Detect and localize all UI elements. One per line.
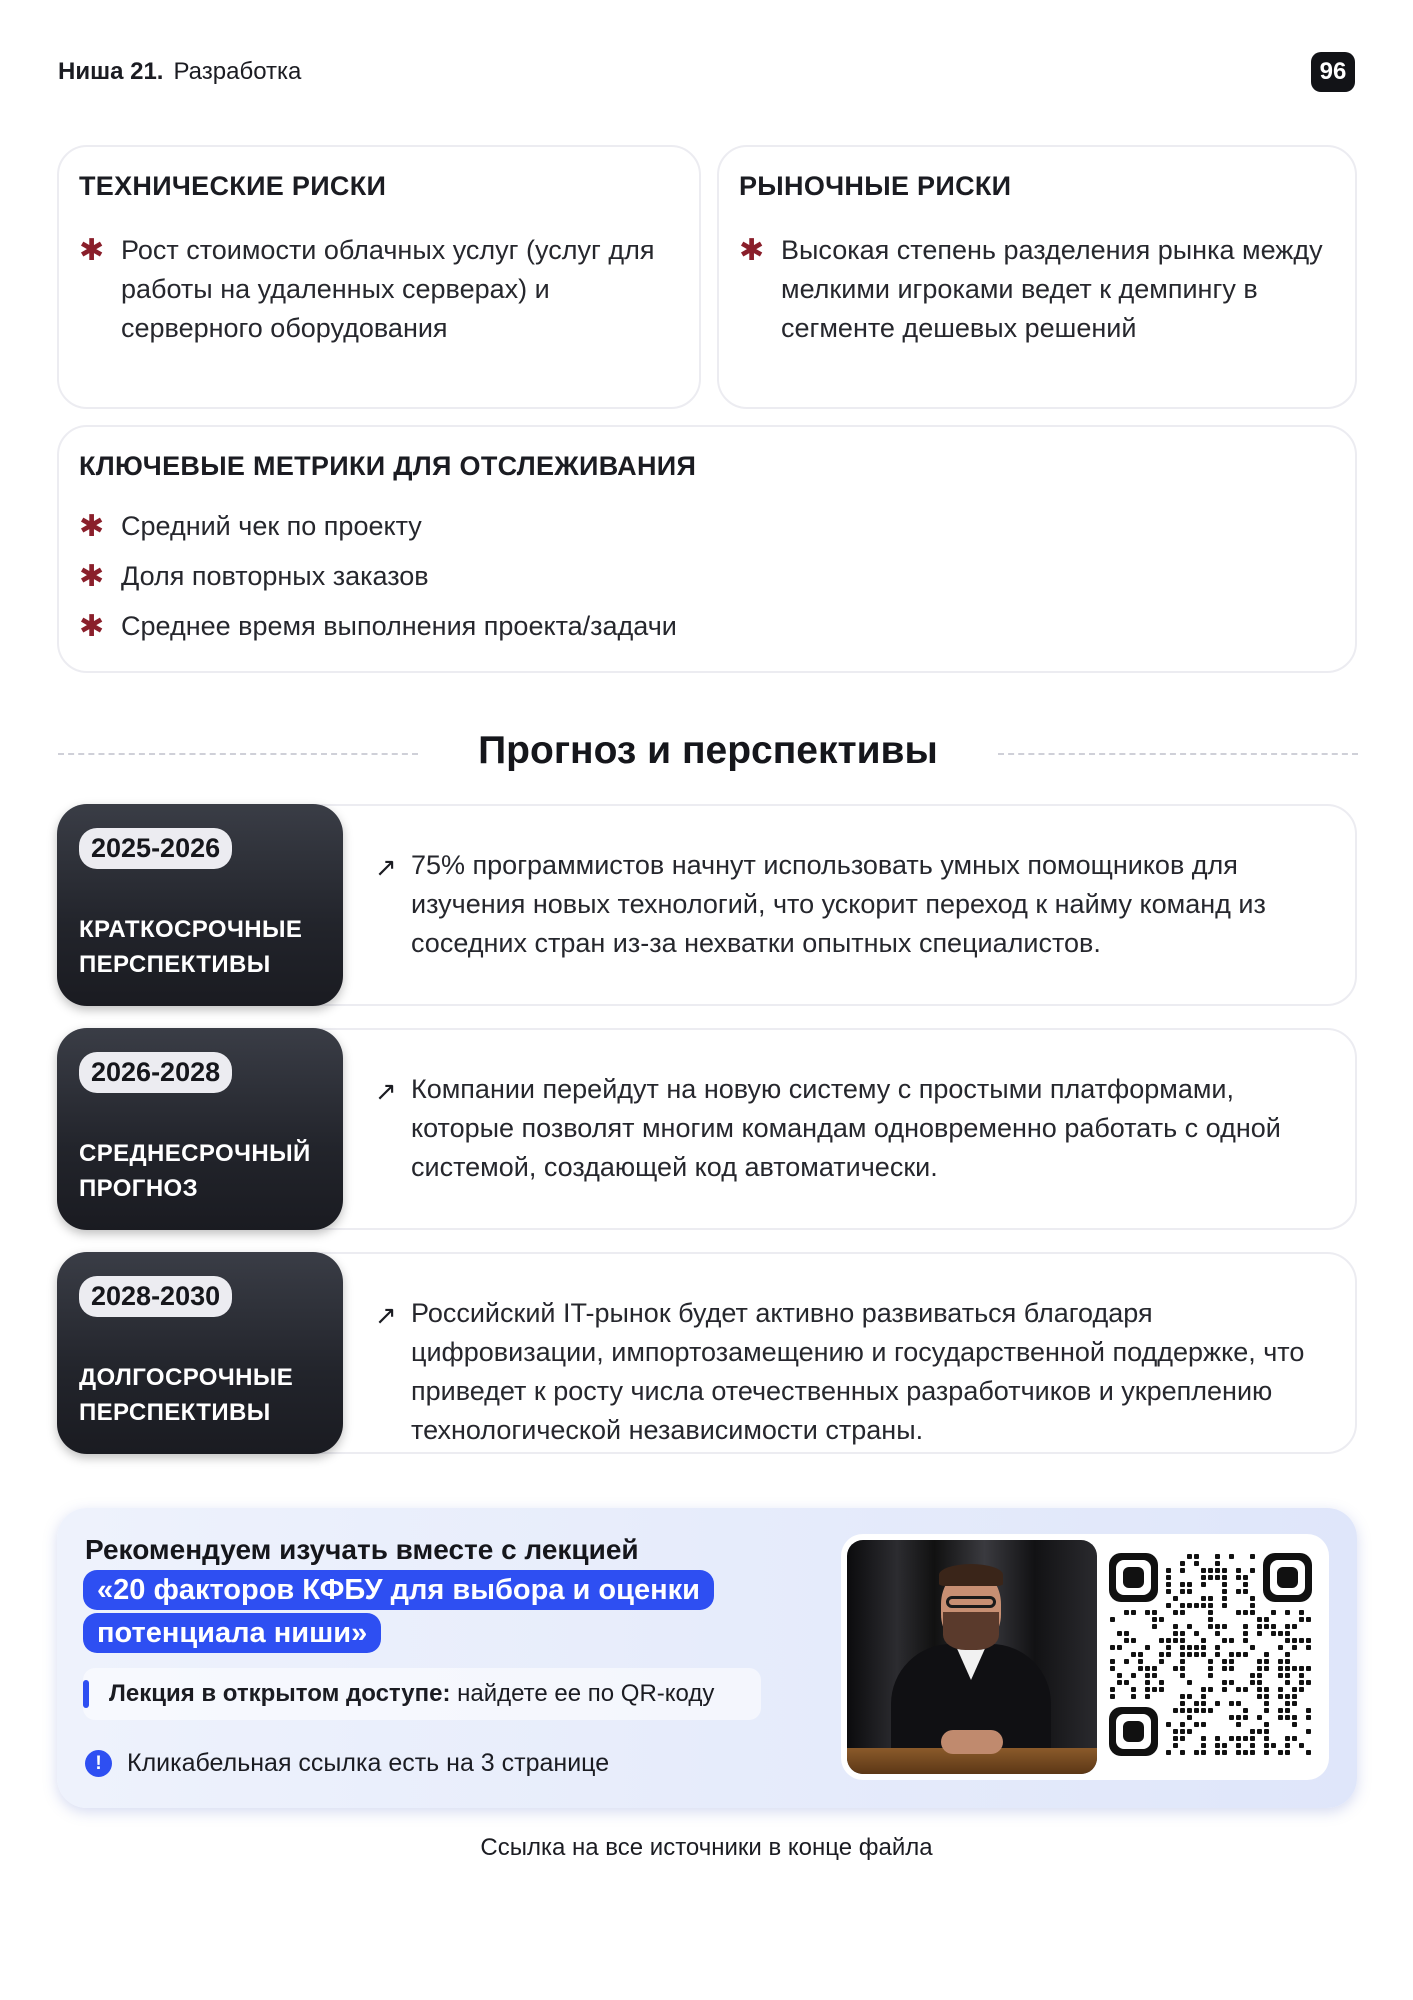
asterisk-bullet-icon: ✱ <box>79 510 105 543</box>
metric-text: Среднее время выполнения проекта/задачи <box>121 611 677 641</box>
list-item <box>79 507 1279 546</box>
year-badge: 2026-2028 <box>79 1052 232 1093</box>
niche-label: Ниша 21. <box>58 58 164 85</box>
asterisk-bullet-icon: ✱ <box>79 610 105 643</box>
market-risks-card <box>717 145 1357 409</box>
asterisk-bullet-icon: ✱ <box>739 234 765 267</box>
arrow-up-right-icon: ↗ <box>375 1076 397 1106</box>
clickable-link-note <box>85 1748 609 1778</box>
market-risks-list <box>739 231 1339 348</box>
sources-footnote: Ссылка на все источники в конце файла <box>480 1834 933 1861</box>
niche-name: Разработка <box>173 58 302 85</box>
key-metrics-title: КЛЮЧЕВЫЕ МЕТРИКИ ДЛЯ ОТСЛЕЖИВАНИЯ <box>79 451 697 481</box>
arrow-up-right-icon: ↗ <box>375 852 397 882</box>
lecture-promo-banner <box>57 1508 1357 1808</box>
risk-text: Высокая степень разделения рынка между мелкими игроками ведет к демпингу в сегменте дешевых решений <box>781 235 1323 343</box>
page-header <box>58 52 1355 96</box>
asterisk-bullet-icon: ✱ <box>79 560 105 593</box>
lecture-media-card[interactable] <box>841 1534 1329 1780</box>
forecast-section-title: Прогноз и перспективы <box>478 729 938 772</box>
info-icon: ! <box>85 1750 112 1777</box>
access-note-bold: Лекция в открытом доступе: <box>109 1680 451 1707</box>
lecturer-photo <box>847 1540 1097 1774</box>
forecast-text: 75% программистов начнут использовать умных помощников для изучения новых технологий, что ускорит переход к найму команд из соседних стран из-за нехватки опытных специалистов. <box>411 850 1266 958</box>
risk-text: Рост стоимости облачных услуг (услуг для работы на удаленных серверах) и серверного оборудования <box>121 235 655 343</box>
access-note-text: найдете ее по QR-коду <box>450 1680 715 1707</box>
promo-title: Рекомендуем изучать вместе с лекцией <box>85 1534 639 1565</box>
forecast-text: Компании перейдут на новую систему с простыми платформами, которые позволят многим командам одновременно работать с одной системой, создающей код автоматически. <box>411 1074 1281 1182</box>
forecast-section-header <box>58 725 1358 781</box>
technical-risks-card <box>57 145 701 409</box>
accent-bar <box>83 1680 89 1708</box>
forecast-text: Российский IT-рынок будет активно развиваться благодаря цифровизации, импортозамещению и государственной поддержке, что приведет к росту числа отечественных разработчиков и укреплению технологической независимости страны. <box>411 1298 1305 1445</box>
access-note <box>83 1668 761 1720</box>
technical-risks-title: ТЕХНИЧЕСКИЕ РИСКИ <box>79 171 387 201</box>
forecast-period-card <box>57 804 343 1006</box>
list-item <box>79 231 679 348</box>
clickable-link-text: Кликабельная ссылка есть на 3 странице <box>127 1749 610 1777</box>
niche-heading <box>58 58 301 86</box>
list-item <box>79 557 1279 596</box>
qr-code[interactable] <box>1103 1540 1323 1774</box>
year-badge: 2025-2026 <box>79 828 232 869</box>
arrow-up-right-icon: ↗ <box>375 1300 397 1330</box>
qr-code-icon <box>1109 1550 1317 1764</box>
key-metrics-list <box>79 507 1279 657</box>
market-risks-title: РЫНОЧНЫЕ РИСКИ <box>739 171 1012 201</box>
key-metrics-card <box>57 425 1357 673</box>
lecture-title-chip: «20 факторов КФБУ для выбора и оценки <box>83 1570 714 1610</box>
asterisk-bullet-icon: ✱ <box>79 234 105 267</box>
technical-risks-list <box>79 231 679 348</box>
metric-text: Средний чек по проекту <box>121 511 422 541</box>
forecast-row-short-term <box>57 804 1357 1006</box>
term-label: КРАТКОСРОЧНЫЕ ПЕРСПЕКТИВЫ <box>79 916 303 978</box>
list-item <box>79 607 1279 646</box>
term-label: ДОЛГОСРОЧНЫЕ ПЕРСПЕКТИВЫ <box>79 1364 294 1426</box>
forecast-period-card <box>57 1252 343 1454</box>
list-item <box>739 231 1339 348</box>
page-number-badge: 96 <box>1311 52 1355 92</box>
forecast-row-mid-term <box>57 1028 1357 1230</box>
forecast-period-card <box>57 1028 343 1230</box>
year-badge: 2028-2030 <box>79 1276 232 1317</box>
metric-text: Доля повторных заказов <box>121 561 429 591</box>
lecture-title-chip: потенциала ниши» <box>83 1613 381 1653</box>
forecast-row-long-term <box>57 1252 1357 1454</box>
term-label: СРЕДНЕСРОЧНЫЙ ПРОГНОЗ <box>79 1140 311 1202</box>
